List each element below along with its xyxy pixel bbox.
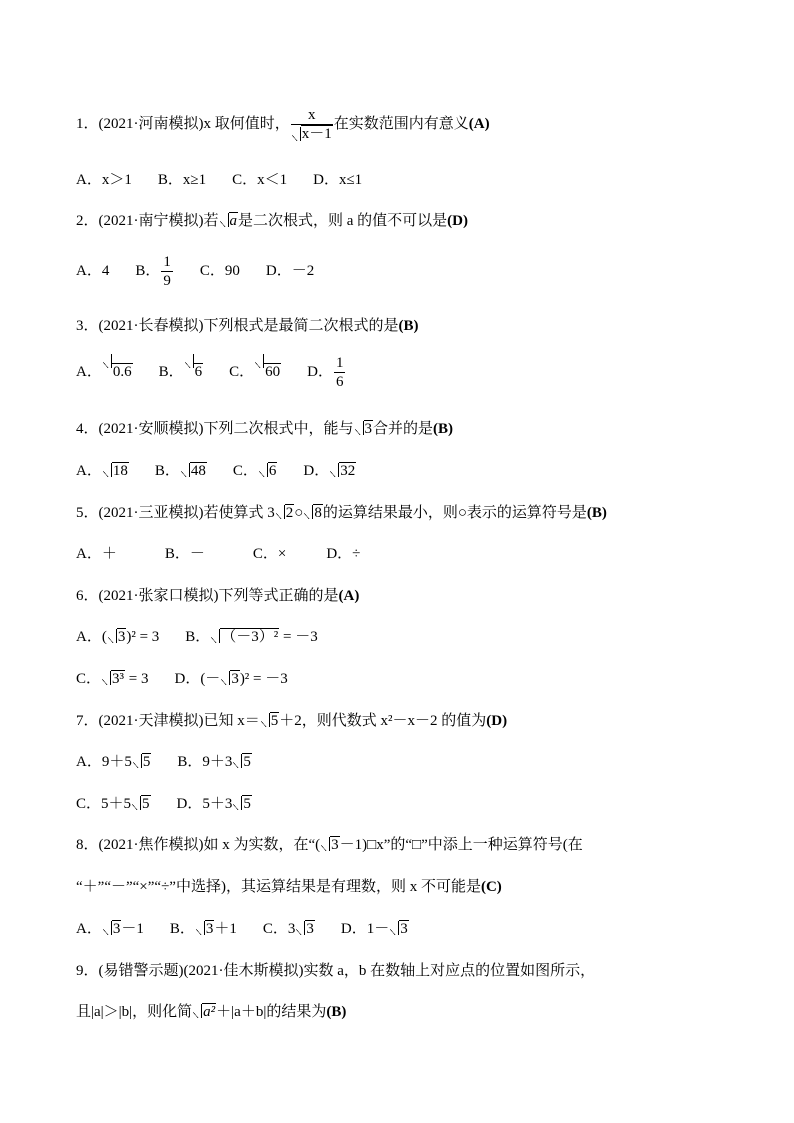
q1-fraction: $\frac{x}{x-1}$ <box>291 106 333 143</box>
q4-options: A． 18 B． 48 C． 6 D． 32 <box>76 463 356 479</box>
q6-options-row1: A．( 3)² = 3 B． （－3）² = －3 <box>76 629 318 645</box>
q2-answer: (D) <box>447 213 468 229</box>
q3-answer: (B) <box>398 318 419 334</box>
question-1: 1．(2021·河南模拟)x 取何值时， $\frac{x}{x-1}$ 在实数范围内有意义(A) <box>76 107 490 142</box>
q7-options-row2: C．5＋5 5 D．5＋3 5 <box>76 796 251 812</box>
q6-answer: (A) <box>338 588 360 604</box>
q5-options: A．＋ B．－ C．× D．÷ <box>76 546 361 562</box>
q1-options: A．x＞1 B．x≥1 C．x＜1 D．x≤1 <box>76 172 363 188</box>
q5-answer: (B) <box>586 505 607 521</box>
q6-options-row2: C． 3³ = 3 D．(－ 3)² = －3 <box>76 671 288 687</box>
question-7: 7．(2021·天津模拟)已知 x＝ 5＋2，则代数式 x²－x－2 的值为(D) <box>76 713 508 729</box>
q9-answer: (B) <box>326 1004 347 1020</box>
question-4: 4．(2021·安顺模拟)下列二次根式中，能与 3合并的是(B) <box>76 421 454 437</box>
q7-answer: (D) <box>486 713 508 729</box>
q7-options-row1: A．9＋5 5 B．9＋3 5 <box>76 754 251 770</box>
question-8-cont: “＋”“－”“×”“÷”中选择)，其运算结果是有理数，则 x 不可能是(C) <box>76 879 502 895</box>
q8-answer: (C) <box>480 879 502 895</box>
question-5: 5．(2021·三亚模拟)若使算式 3 2○ 8的运算结果最小，则○表示的运算符号是(B) <box>76 505 607 521</box>
question-9-cont: 且|a|＞|b|，则化简 a²＋|a＋b|的结果为(B) <box>76 1004 347 1020</box>
q8-options: A． 3－1 B． 3＋1 C．3 3 D．1－ 3 <box>76 921 408 937</box>
q2-options: A．4 B． $\frac{1}{9}$ C．90 D．－2 <box>76 254 315 290</box>
question-8: 8．(2021·焦作模拟)如 x 为实数，在“( 3－1)□x”的“□”中添上一种运算符号(在 <box>76 837 583 853</box>
question-2: 2．(2021·南宁模拟)若 a是二次根式，则 a 的值不可以是(D) <box>76 213 468 229</box>
question-6: 6．(2021·张家口模拟)下列等式正确的是(A) <box>76 588 360 604</box>
q1-stem: 1．(2021·河南模拟)x 取何值时， <box>76 115 290 132</box>
question-9: 9．(易错警示题)(2021·佳木斯模拟)实数 a，b 在数轴上对应点的位置如图所示， <box>76 963 596 979</box>
q1-answer: (A) <box>468 115 490 132</box>
q4-answer: (B) <box>433 421 454 437</box>
q3-options: A． 0.6 B． 6 C． 60 D． $\frac{1}{6}$ <box>76 352 754 392</box>
question-3: 3．(2021·长春模拟)下列根式是最简二次根式的是(B) <box>76 318 419 334</box>
